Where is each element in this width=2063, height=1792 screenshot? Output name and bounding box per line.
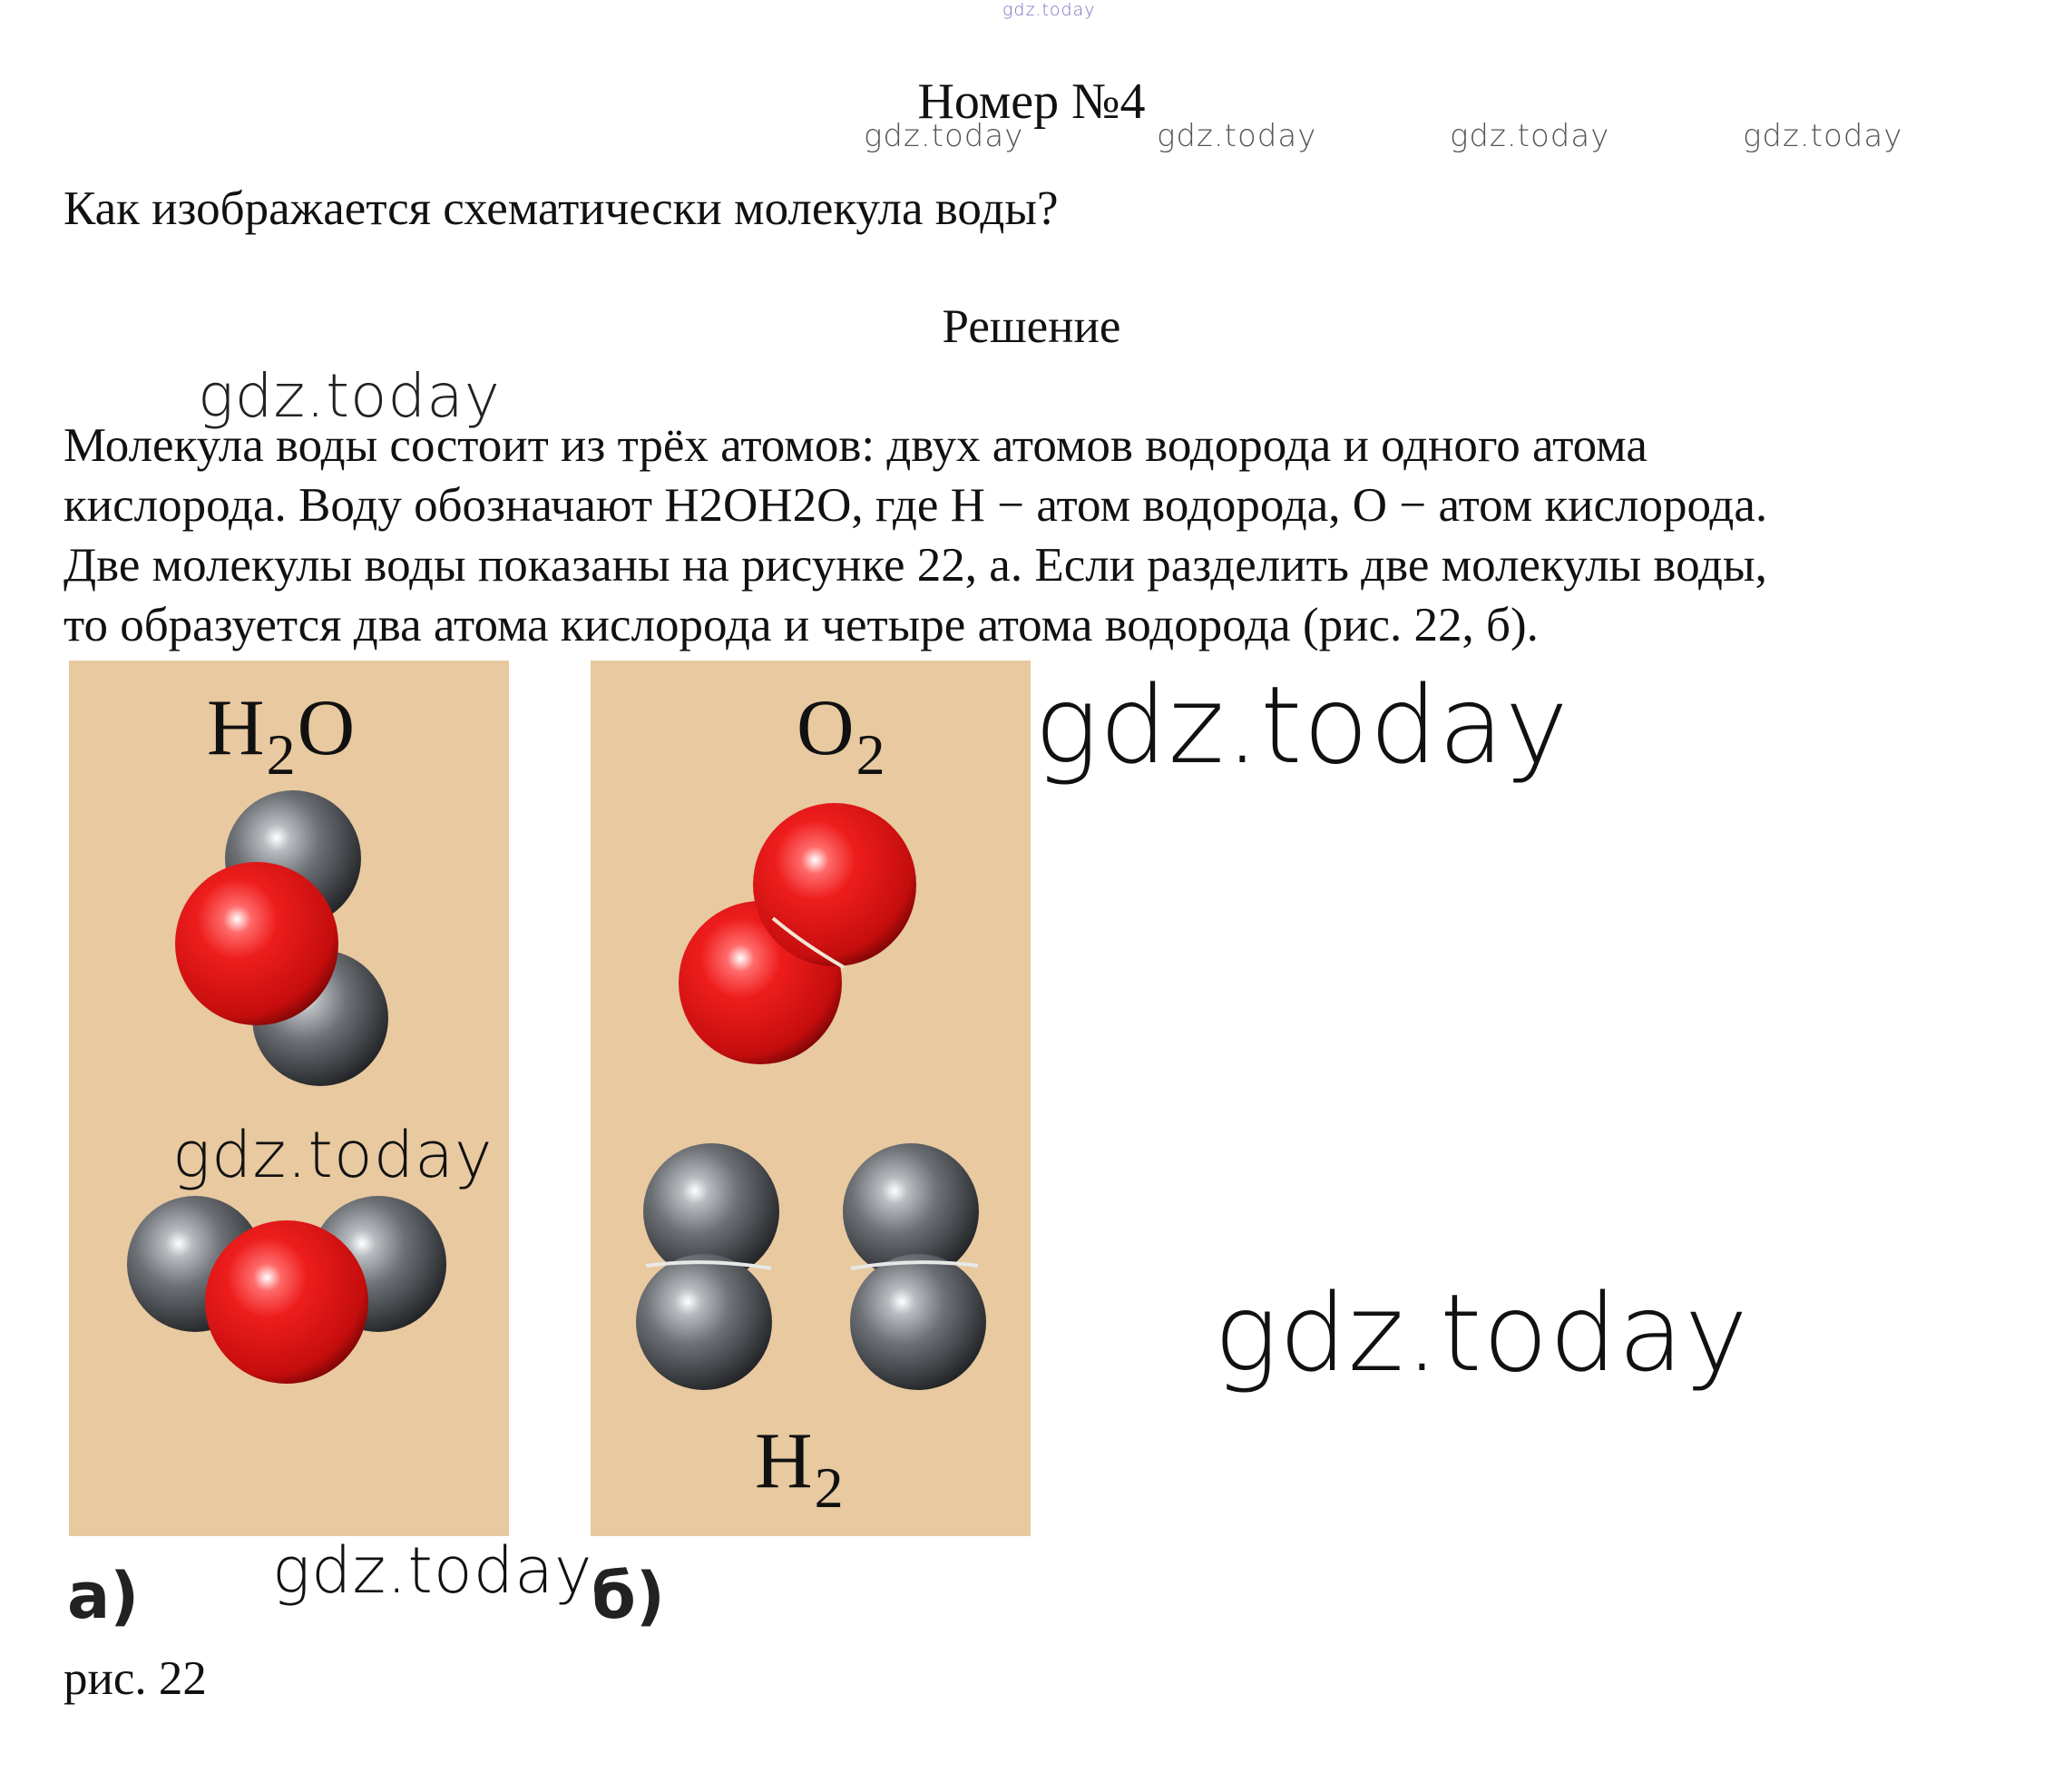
watermark: gdz.today: [272, 1533, 593, 1608]
figure-caption: рис. 22: [64, 1652, 207, 1705]
formula-main: H: [207, 684, 267, 772]
watermark: gdz.today: [1034, 662, 1569, 788]
watermark: gdz.today: [1743, 118, 1903, 154]
watermark-top: gdz.today: [1002, 0, 1096, 20]
panel-a-label: а): [67, 1559, 140, 1633]
watermark: gdz.today: [198, 361, 501, 431]
formula-o2: [797, 682, 887, 788]
watermark: gdz.today: [864, 118, 1024, 154]
answer-line: Две молекулы воды показаны на рисунке 22, а. Если разделить две молекулы воды,: [64, 539, 1767, 592]
watermark: gdz.today: [1214, 1270, 1749, 1395]
hydrogen-atom: [636, 1254, 772, 1390]
oxygen-atom: [175, 862, 338, 1025]
hydrogen-atom: [850, 1254, 986, 1390]
solution-heading: Решение: [942, 300, 1121, 353]
formula-subscript: 2: [814, 1455, 846, 1520]
panel-b-label: б): [592, 1559, 665, 1633]
question-text: Как изображается схематически молекула воды?: [64, 182, 1059, 235]
watermark: gdz.today: [1157, 118, 1317, 154]
formula-main: H: [755, 1417, 815, 1505]
oxygen-atom: [753, 803, 916, 966]
formula-subscript: 2: [856, 722, 887, 787]
answer-line: кислорода. Воду обозначают H2OH2O, где H − атом водорода, O − атом кислорода.: [64, 479, 1768, 532]
oxygen-atom: [205, 1220, 368, 1384]
answer-line: то образуется два атома кислорода и четыре атома водорода (рис. 22, б).: [64, 599, 1539, 651]
formula-subscript: 2: [266, 722, 298, 787]
watermark: gdz.today: [1450, 118, 1610, 154]
formula-tail: O: [297, 684, 357, 772]
watermark: gdz.today: [172, 1118, 494, 1192]
formula-h2o: [207, 682, 357, 788]
formula-main: O: [797, 684, 856, 772]
page-title: Номер №4: [917, 73, 1146, 130]
formula-h2: [755, 1415, 846, 1522]
answer-line: Молекула воды состоит из трёх атомов: двух атомов водорода и одного атома: [64, 419, 1647, 472]
